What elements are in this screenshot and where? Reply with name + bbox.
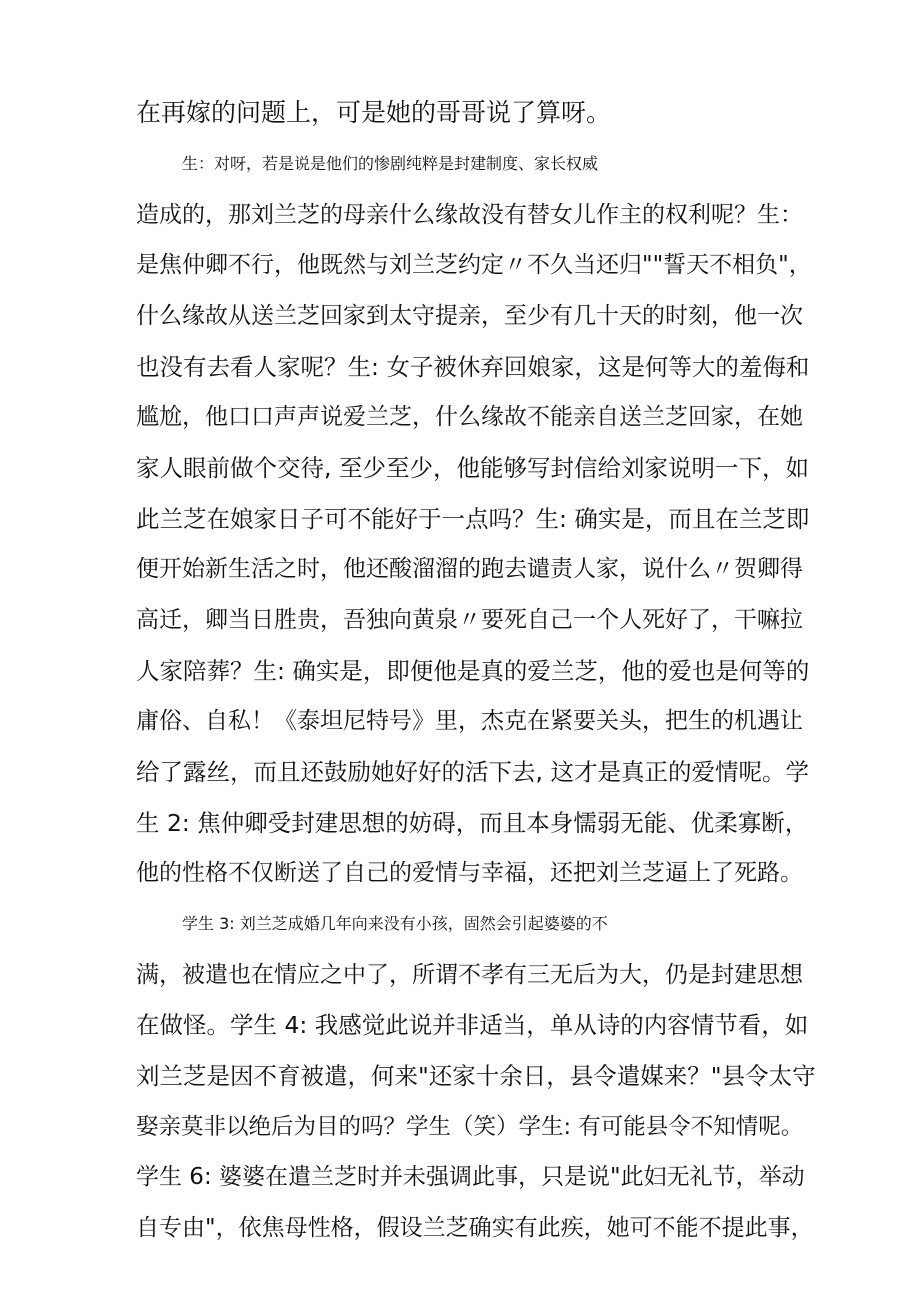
text-line-23: 自专由"，依焦母性格，假设兰芝确实有此疾，她可不能不提此事，: [136, 1215, 814, 1241]
text-line-12: 人家陪葬？生: 确实是，即便他是真的爱兰芝，他的爱也是何等的: [136, 657, 810, 685]
text-line-4: 是焦仲卿不行，他既然与刘兰芝约定〃不久当还归""誓天不相负"，: [136, 252, 812, 278]
text-line-6: 也没有去看人家呢？生: 女子被休弃回娘家，这是何等大的羞侮和: [136, 353, 810, 381]
text-line-21: 娶亲莫非以绝后为目的吗？学生（笑）学生: 有可能县令不知情呢。: [136, 1114, 804, 1140]
text-line-20: 刘兰芝是因不育被遣，何来"还家十余日，县令遣媒来？"县令太守: [136, 1062, 816, 1090]
text-line-11: 高迁，卿当日胜贵，吾独向黄泉〃要死自己一个人死好了，干嘛拉: [136, 607, 803, 633]
text-line-9: 此兰芝在娘家日子可不能好于一点吗？生: 确实是，而且在兰芝即: [136, 505, 810, 533]
text-line-22: 学生 6: 婆婆在遣兰芝时并未强调此事，只是说"此妇无礼节，举动: [136, 1164, 805, 1190]
text-line-7: 尴尬，他口口声声说爱兰芝，什么缘故不能亲自送兰芝回家，在她: [136, 404, 803, 430]
text-line-10: 便开始新生活之时，他还酸溜溜的跑去谴责人家，说什么〃贺卿得: [136, 556, 803, 582]
text-line-5: 什么缘故从送兰芝回家到太守提亲，至少有几十天的时刻，他一次: [136, 303, 803, 329]
text-line-8: 家人眼前做个交待, 至少至少，他能够写封信给刘家说明一下，如: [136, 454, 809, 482]
text-line-13: 庸俗、自私！《泰坦尼特号》里，杰克在紧要关头，把生的机遇让: [136, 708, 803, 734]
text-line-17: 学生 3: 刘兰芝成婚几年向来没有小孩，固然会引起婆婆的不: [182, 914, 608, 933]
text-line-2: 生：对呀，若是说是他们的惨剧纯粹是封建制度、家长权威: [182, 154, 599, 173]
text-line-16: 他的性格不仅断送了自己的爱情与幸福，还把刘兰芝逼上了死路。: [136, 860, 803, 886]
text-line-15: 生 2: 焦仲卿受封建思想的妨碍，而且本身懦弱无能、优柔寡断，: [136, 809, 809, 837]
text-line-1: 在再嫁的问题上，可是她的哥哥说了算呀。: [136, 98, 612, 127]
text-line-3: 造成的，那刘兰芝的母亲什么缘故没有替女儿作主的权利呢？生：: [136, 202, 803, 228]
text-line-19: 在做怪。学生 4: 我感觉此说并非适当，单从诗的内容情节看，如: [136, 1011, 809, 1039]
text-line-18: 满，被遣也在情应之中了，所谓不孝有三无后为大，仍是封建思想: [136, 962, 803, 988]
text-line-14: 给了露丝，而且还鼓励她好好的活下去, 这才是真正的爱情呢。学: [136, 758, 809, 786]
